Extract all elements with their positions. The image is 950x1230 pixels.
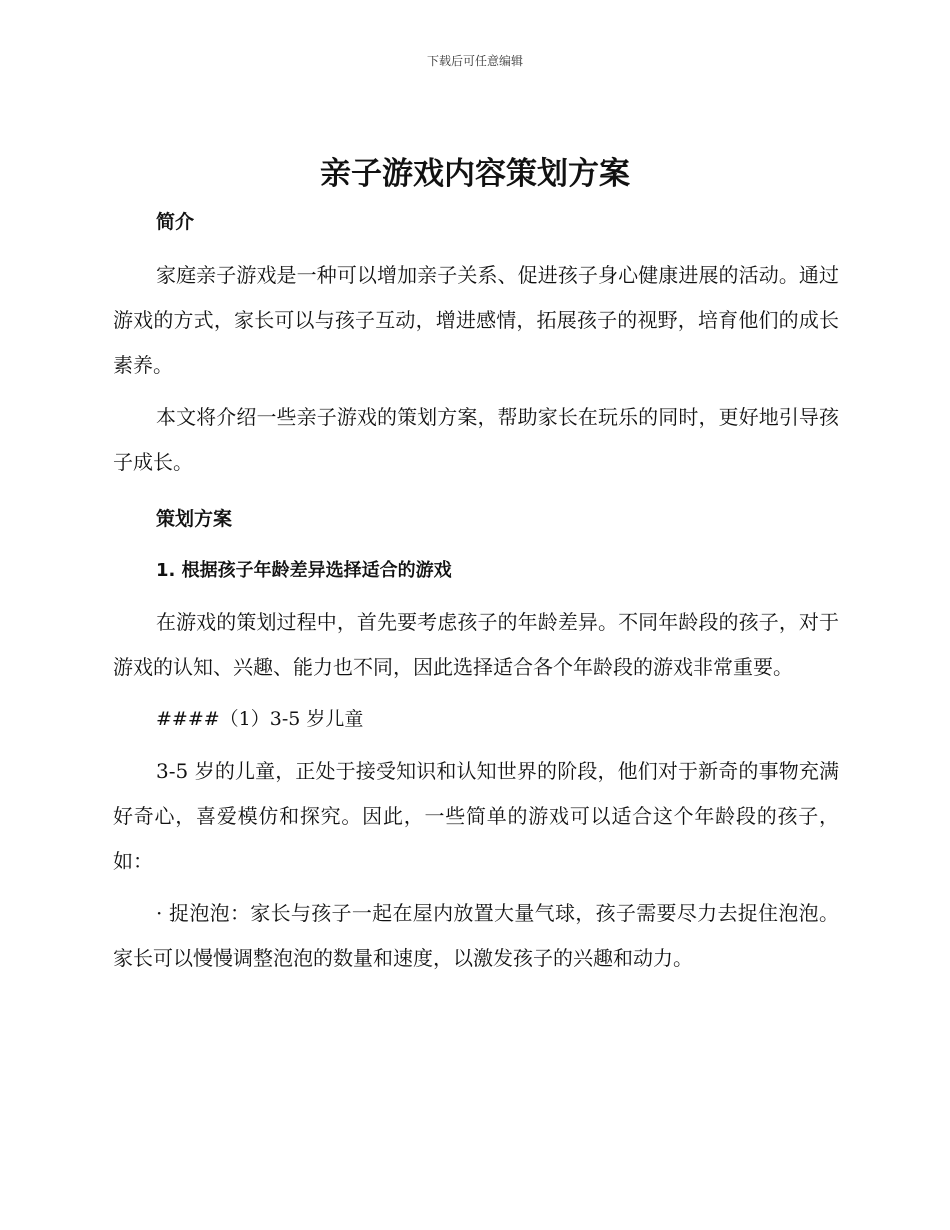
bullet-item-1: · 捉泡泡：家长与孩子一起在屋内放置大量气球，孩子需要尽力去捉住泡泡。家长可以慢慢调整泡泡的数量和速度，以激发孩子的兴趣和动力。 [113, 901, 839, 970]
plan-paragraph-1: 在游戏的策划过程中，首先要考虑孩子的年龄差异。不同年龄段的孩子，对于游戏的认知、兴趣、能力也不同，因此选择适合各个年龄段的游戏非常重要。 [113, 610, 839, 679]
plan-subheading-1: 1. 根据孩子年龄差异选择适合的游戏 [156, 560, 452, 581]
page-header: 下载后可任意编辑 [426, 54, 523, 68]
document-body [113, 203, 839, 981]
document-title: 亲子游戏内容策划方案 [320, 156, 630, 192]
age-group-paragraph: 3-5 岁的儿童，正处于接受知识和认知世界的阶段，他们对于新奇的事物充满好奇心，喜爱模仿和探究。因此，一些简单的游戏可以适合这个年龄段的孩子，如： [113, 759, 839, 873]
intro-heading: 简介 [156, 211, 195, 233]
plan-heading: 策划方案 [156, 508, 233, 530]
intro-paragraph-1: 家庭亲子游戏是一种可以增加亲子关系、促进孩子身心健康进展的活动。通过游戏的方式，家长可以与孩子互动，增进感情，拓展孩子的视野，培育他们的成长素养。 [113, 263, 839, 377]
age-group-heading: ####（1）3-5 岁儿童 [156, 708, 364, 730]
intro-paragraph-2: 本文将介绍一些亲子游戏的策划方案，帮助家长在玩乐的同时，更好地引导孩子成长。 [113, 405, 839, 474]
